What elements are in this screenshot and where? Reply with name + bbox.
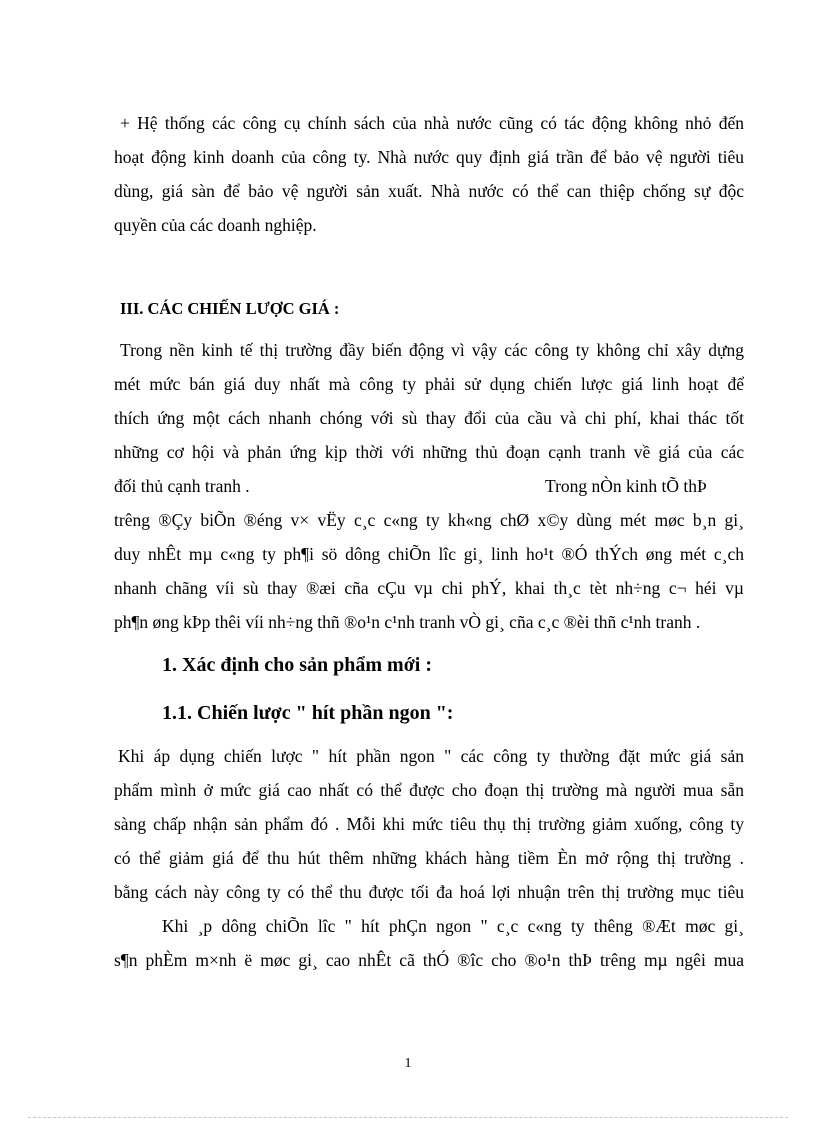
section-heading: III. CÁC CHIẾN LƯỢC GIÁ :: [120, 299, 340, 318]
page-number: 1: [404, 1056, 412, 1071]
paragraph-skimming-line: có thể giảm giá để thu hút thêm những khách hàng tiềm Èn mở rộng thị trường .: [114, 848, 744, 868]
heading-1-1: 1.1. Chiến lược " hít phần ngon ":: [162, 702, 454, 724]
paragraph-intro-line: dùng, giá sàn để bảo vệ người sản xuất. Nhà nước có thể can thiệp chống sự độc: [114, 181, 744, 201]
paragraph-intro-line: quyền của các doanh nghiệp.: [114, 215, 317, 235]
paragraph-strategy-line: đối thủ cạnh tranh .: [114, 476, 250, 496]
paragraph-legacy-2-line: s¶n phÈm m×nh ë møc gi¸ cao nhÊt cã thÓ ®îc cho ®o¹n thÞ trêng mµ ngêi mua: [114, 950, 744, 970]
paragraph-strategy-tail: Trong nÒn kinh tÕ thÞ: [545, 476, 707, 496]
heading-1: 1. Xác định cho sản phẩm mới :: [162, 654, 433, 676]
paragraph-strategy-line: Trong nền kinh tế thị trường đầy biến động vì vậy các công ty không chỉ xây dựng: [120, 340, 744, 360]
paragraph-legacy-line: duy nhÊt mµ c«ng ty ph¶i sö dông chiÕn lîc gi¸ linh ho¹t ®Ó thÝch øng mét c¸ch: [114, 544, 744, 564]
page-break-rule: [28, 1117, 788, 1118]
paragraph-legacy-line: trêng ®Çy biÕn ®éng v× vËy c¸c c«ng ty kh«ng chØ x©y dùng mét møc b¸n gi¸: [114, 510, 744, 530]
paragraph-skimming-line: bằng cách này công ty có thể thu được tối đa hoá lợi nhuận trên thị trường mục tiêu: [114, 882, 744, 902]
paragraph-skimming-line: Khi áp dụng chiến lược " hít phần ngon " các công ty thường đặt mức giá sản: [118, 746, 744, 766]
paragraph-skimming-line: sàng chấp nhận sản phẩm đó . Mỗi khi mức tiêu thụ thị trường giảm xuống, công ty: [114, 814, 744, 834]
paragraph-legacy-line: nhanh chãng víi sù thay ®æi cña cÇu vµ chi phÝ, khai th¸c tèt nh÷ng c¬ héi vµ: [114, 578, 744, 598]
paragraph-strategy-line: thích ứng một cách nhanh chóng với sù thay đổi của cầu và chi phí, khai thác tốt: [114, 408, 744, 428]
paragraph-strategy-line: mét mức bán giá duy nhất mà công ty phải sử dụng chiến lược giá linh hoạt để: [114, 374, 744, 394]
paragraph-strategy-line: những cơ hội và phản ứng kịp thời với những thủ đoạn cạnh tranh về giá của các: [114, 442, 744, 462]
paragraph-legacy-2-line: Khi ¸p dông chiÕn lîc " hít phÇn ngon " c¸c c«ng ty thêng ®Æt møc gi¸: [162, 916, 744, 936]
paragraph-skimming-line: phẩm mình ở mức giá cao nhất có thể được cho đoạn thị trường mà người mua sẵn: [114, 780, 744, 800]
paragraph-intro-line: hoạt động kinh doanh của công ty. Nhà nước quy định giá trần để bảo vệ người tiêu: [114, 147, 744, 167]
paragraph-legacy-line: ph¶n øng kÞp thêi víi nh÷ng thñ ®o¹n c¹nh tranh vÒ gi¸ cña c¸c ®èi thñ c¹nh tranh .: [114, 612, 701, 632]
paragraph-intro-line: + Hệ thống các công cụ chính sách của nhà nước cũng có tác động không nhỏ đến: [120, 113, 744, 133]
